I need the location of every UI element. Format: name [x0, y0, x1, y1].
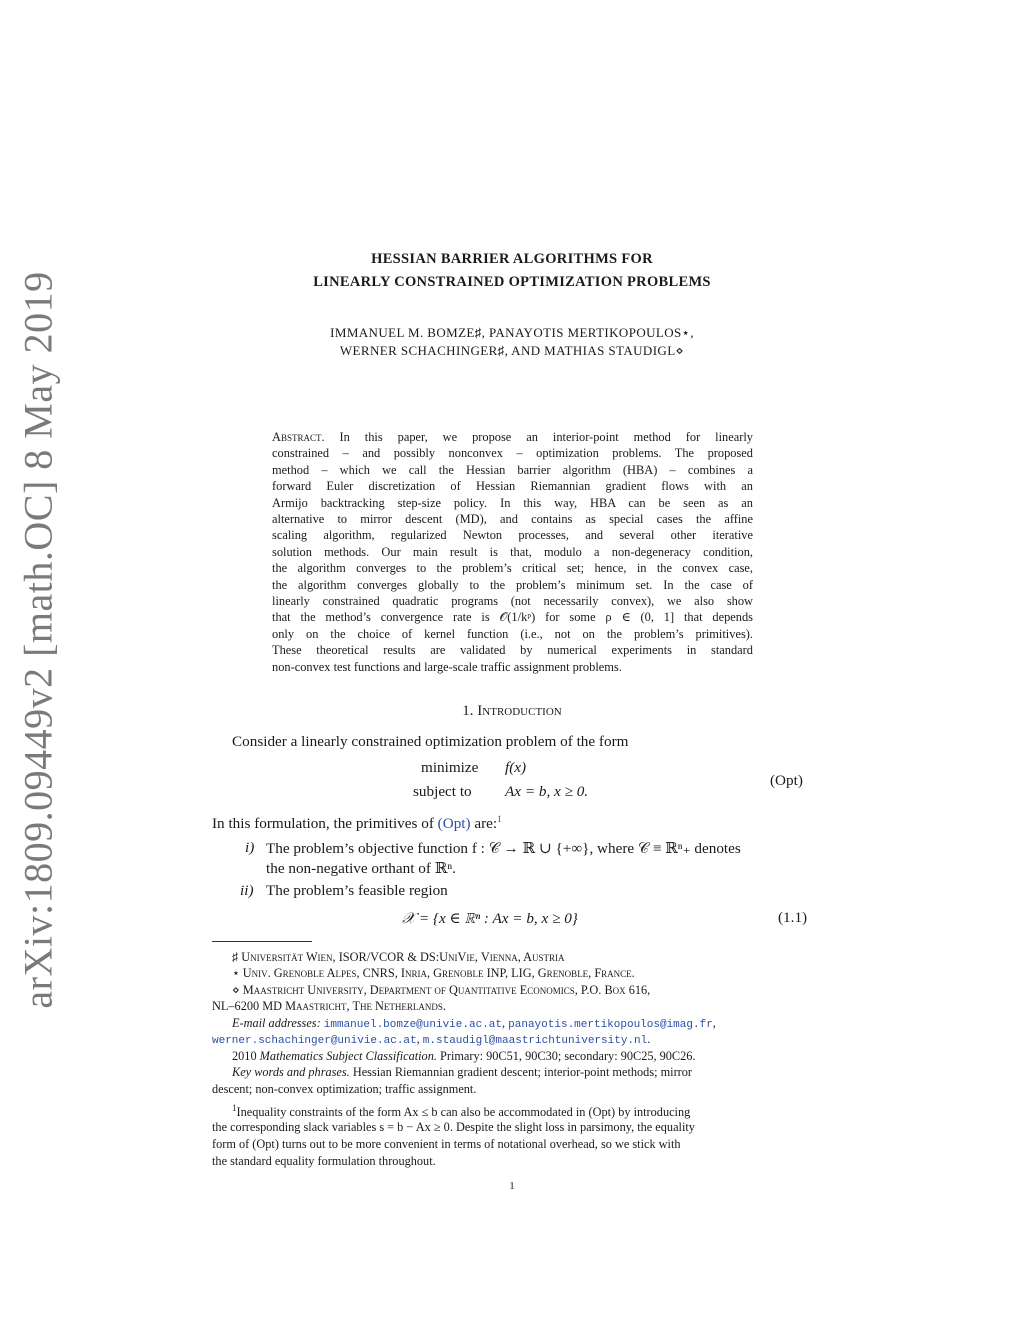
author-line-1: IMMANUEL M. BOMZE♯, PANAYOTIS MERTIKOPOULOS⋆, [330, 325, 694, 340]
abstract-line: These theoretical results are validated by numerical experiments in standard [272, 643, 753, 658]
abstract-line: Abstract. In this paper, we propose an interior-point method for linearly [272, 430, 753, 444]
affiliation-3: ⋄ Maastricht University, Department of Quantitative Economics, P.O. Box 616, [232, 983, 651, 997]
email-link[interactable]: panayotis.mertikopoulos@imag.fr [508, 1019, 713, 1031]
item-i-line-1: The problem’s objective function f : 𝒞 → ℝ ∪ {+∞}, where 𝒞 ≡ ℝⁿ₊ denotes [266, 840, 741, 857]
page-number: 1 [509, 1180, 515, 1192]
section-heading: 1. Introduction [462, 703, 562, 719]
abstract-line: constrained – and possibly nonconvex – optimization problems. The proposed [272, 446, 753, 461]
abstract-label: Abstract. [272, 430, 325, 444]
abstract-line: the algorithm converges globally to the problem’s minimum set. In the case of [272, 577, 753, 592]
minimize-label: minimize [421, 759, 479, 776]
feasible-equation: 𝒳 = {x ∈ ℝⁿ : Ax = b, x ≥ 0} [402, 910, 578, 927]
footnote-ref-1[interactable]: 1 [497, 814, 502, 824]
footnote-1-line-1: $^1$Inequality constraints of the form Ax ≤ b can also be accommodated in (Opt) by introducing [232, 1103, 691, 1120]
keywords-line-2: descent; non-convex optimization; traffic assignment. [212, 1082, 477, 1096]
abstract-line: only on the choice of kernel function (i.e., not on the problem’s primitives). [272, 626, 753, 641]
constraints: Ax = b, x ≥ 0. [505, 783, 589, 800]
intro-sentence: Consider a linearly constrained optimization problem of the form [232, 733, 629, 750]
abstract-line: non-convex test functions and large-scale traffic assignment problems. [272, 659, 622, 674]
email-link[interactable]: immanuel.bomze@univie.ac.at [323, 1019, 502, 1031]
item-i-marker: i) [245, 839, 255, 856]
affiliation-1: ♯ Universität Wien, ISOR/VCOR & DS:UniVie, Vienna, Austria [232, 950, 565, 964]
subject-to-label: subject to [413, 783, 472, 800]
abstract-line: linearly constrained quadratic programs (not necessarily convex), we also show [272, 594, 753, 609]
abstract-line: method – which we call the Hessian barrier algorithm (HBA) – combines a [272, 462, 753, 477]
title-line-2: LINEARLY CONSTRAINED OPTIMIZATION PROBLEMS [313, 274, 711, 290]
abstract-line: solution methods. Our main result is that, modulo a non-degeneracy condition, [272, 544, 753, 559]
keywords-line-1: Key words and phrases. Hessian Riemannian gradient descent; interior-point methods; mirror [232, 1065, 693, 1079]
footnote-1-line-3: form of (Opt) turns out to be more convenient in terms of notational overhead, so we stick with [212, 1137, 681, 1151]
abstract-line: alternative to mirror descent (MD), and contains as special cases the affine [272, 512, 753, 527]
email-link[interactable]: m.staudigl@maastrichtuniversity.nl [422, 1035, 648, 1047]
abstract-line: Armijo backtracking step-size policy. In this way, HBA can be seen as an [272, 495, 753, 510]
opt-tag: (Opt) [770, 772, 803, 789]
email-link[interactable]: werner.schachinger@univie.ac.at [212, 1035, 417, 1047]
item-ii-marker: ii) [240, 882, 254, 899]
title-line-1: HESSIAN BARRIER ALGORITHMS FOR [371, 251, 653, 267]
abstract-line: that the method’s convergence rate is 𝒪(1/kᵖ) for some ρ ∈ (0, 1] that depends [272, 610, 753, 625]
abstract-line: forward Euler discretization of Hessian Riemannian gradient flows with an [272, 479, 753, 494]
abstract-line: the algorithm converges to the problem’s critical set; hence, in the convex case, [272, 561, 753, 576]
formulation-sentence: In this formulation, the primitives of (Opt) are:$^1$ [212, 814, 502, 833]
affiliation-4: NL–6200 MD Maastricht, The Netherlands. [212, 999, 446, 1013]
abstract [272, 429, 753, 675]
author-line-2: WERNER SCHACHINGER♯, AND MATHIAS STAUDIGL⋄ [339, 343, 685, 358]
msc-line: 2010 Mathematics Subject Classification. Primary: 90C51, 90C30; secondary: 90C25, 90C26. [232, 1049, 696, 1063]
footnote-1-line-2: the corresponding slack variables s = b − Ax ≥ 0. Despite the slight loss in parsimony, the equality [212, 1120, 695, 1134]
abstract-line: scaling algorithm, regularized Newton processes, and several other iterative [272, 528, 753, 543]
item-i-line-2: the non-negative orthant of ℝⁿ. [266, 860, 456, 877]
opt-ref-link[interactable]: (Opt) [437, 815, 471, 833]
equation-tag: (1.1) [778, 909, 808, 926]
email-line-1: E-mail addresses: immanuel.bomze@univie.ac.at, panayotis.mertikopoulos@imag.fr, [232, 1016, 716, 1031]
arxiv-stamp: arXiv:1809.09449v2 [math.OC] 8 May 2019 [15, 271, 61, 1009]
item-ii-text: The problem’s feasible region [266, 882, 448, 899]
email-line-2: werner.schachinger@univie.ac.at, m.staudigl@maastrichtuniversity.nl. [212, 1032, 651, 1047]
affiliation-2: ⋆ Univ. Grenoble Alpes, CNRS, Inria, Grenoble INP, LIG, Grenoble, France. [232, 966, 635, 980]
footnote-1-line-4: the standard equality formulation throughout. [212, 1154, 436, 1168]
objective: f(x) [505, 759, 527, 776]
footnote-rule [212, 941, 312, 942]
